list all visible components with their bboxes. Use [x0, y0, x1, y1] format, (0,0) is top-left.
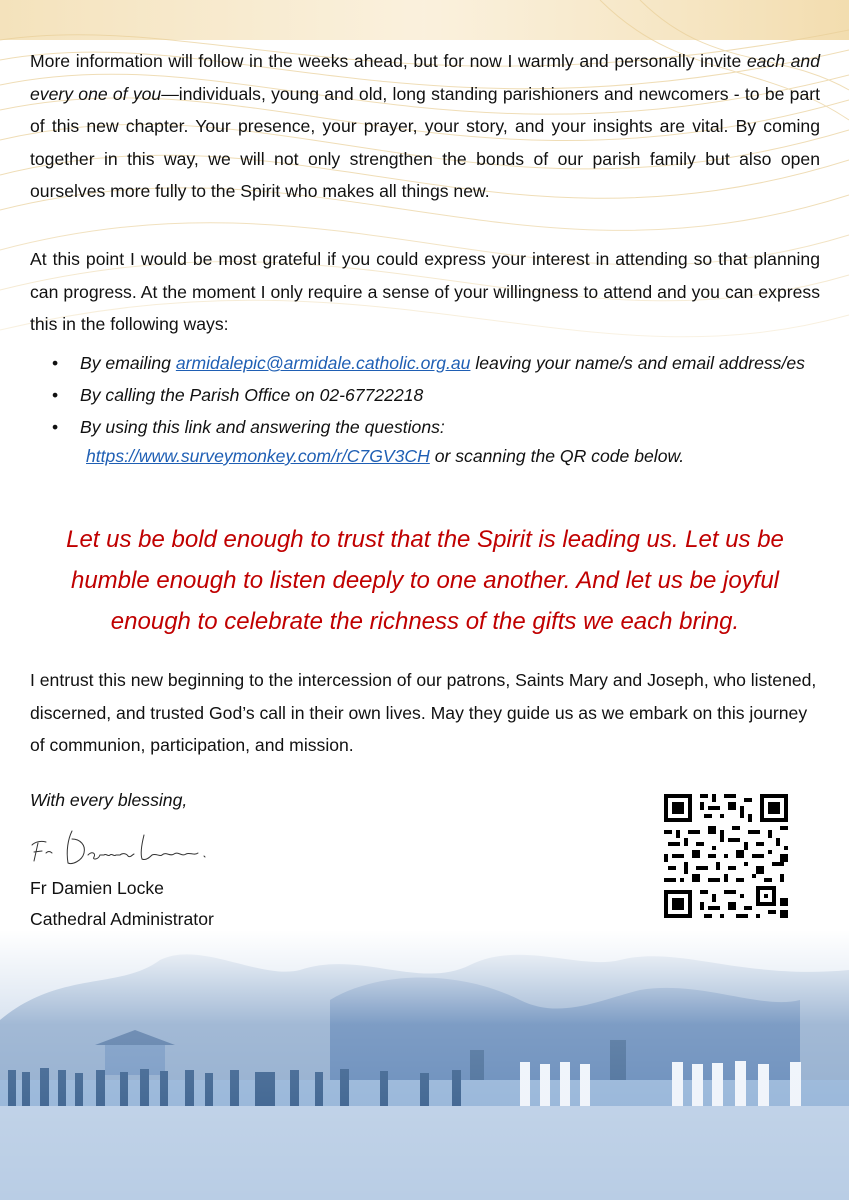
list-item-email	[30, 349, 820, 378]
para1-emphasis: each and every one of you	[30, 51, 820, 104]
signoff: With every blessing,	[30, 790, 188, 810]
red-quote: Let us be bold enough to trust that the Spirit is leading us. Let us be humble enough to listen deeply to one another. And let us be joyful enough to celebrate the richness of the gifts we each bring.	[66, 526, 784, 635]
parish-gathering-photo	[0, 930, 849, 1200]
interest-paragraph: At this point I would be most grateful if you could express your interest in attending so that planning can progress. At the moment I only require a sense of your willingness to attend and you can express this in the following ways:	[30, 249, 820, 335]
signatory-title: Cathedral Administrator	[30, 909, 214, 929]
para1-text-a: More information will follow in the weeks ahead, but for now I warmly and personally invite	[30, 51, 747, 71]
email-suffix: leaving your name/s and email address/es	[470, 353, 805, 373]
qr-code[interactable]	[660, 790, 792, 922]
survey-suffix: or scanning the QR code below.	[429, 446, 685, 466]
list-item-phone: • By calling the Parish Office on 02-67722218	[30, 381, 820, 410]
handwritten-signature	[26, 827, 216, 877]
email-prefix: By emailing	[80, 353, 176, 373]
survey-link[interactable]: https://www.surveymonkey.com/r/C7GV3CH	[86, 446, 430, 466]
email-link[interactable]: armidalepic@armidale.catholic.org.au	[175, 353, 471, 373]
entrust-paragraph: I entrust this new beginning to the intercession of our patrons, Saints Mary and Joseph, who listened, discerned, and trusted God’s call in their own lives. May they guide us as we embark on this journey of communion, participation, and mission.	[30, 670, 817, 756]
list-item-survey	[30, 413, 820, 471]
contact-ways-list	[30, 349, 820, 474]
invitation-paragraph	[30, 45, 820, 208]
para1-text-b: —individuals, young and old, long standing parishioners and newcomers - to be part of this new chapter. Your presence, your prayer, your story, and your insights are vital. By coming together in this way, we will not only strengthen the bonds of our parish family but also open ourselves more fully to the Spirit who makes all things new.	[30, 83, 820, 202]
signatory	[30, 873, 214, 935]
signatory-name: Fr Damien Locke	[30, 878, 164, 898]
survey-prefix: By using this link and answering the questions:	[80, 417, 445, 437]
